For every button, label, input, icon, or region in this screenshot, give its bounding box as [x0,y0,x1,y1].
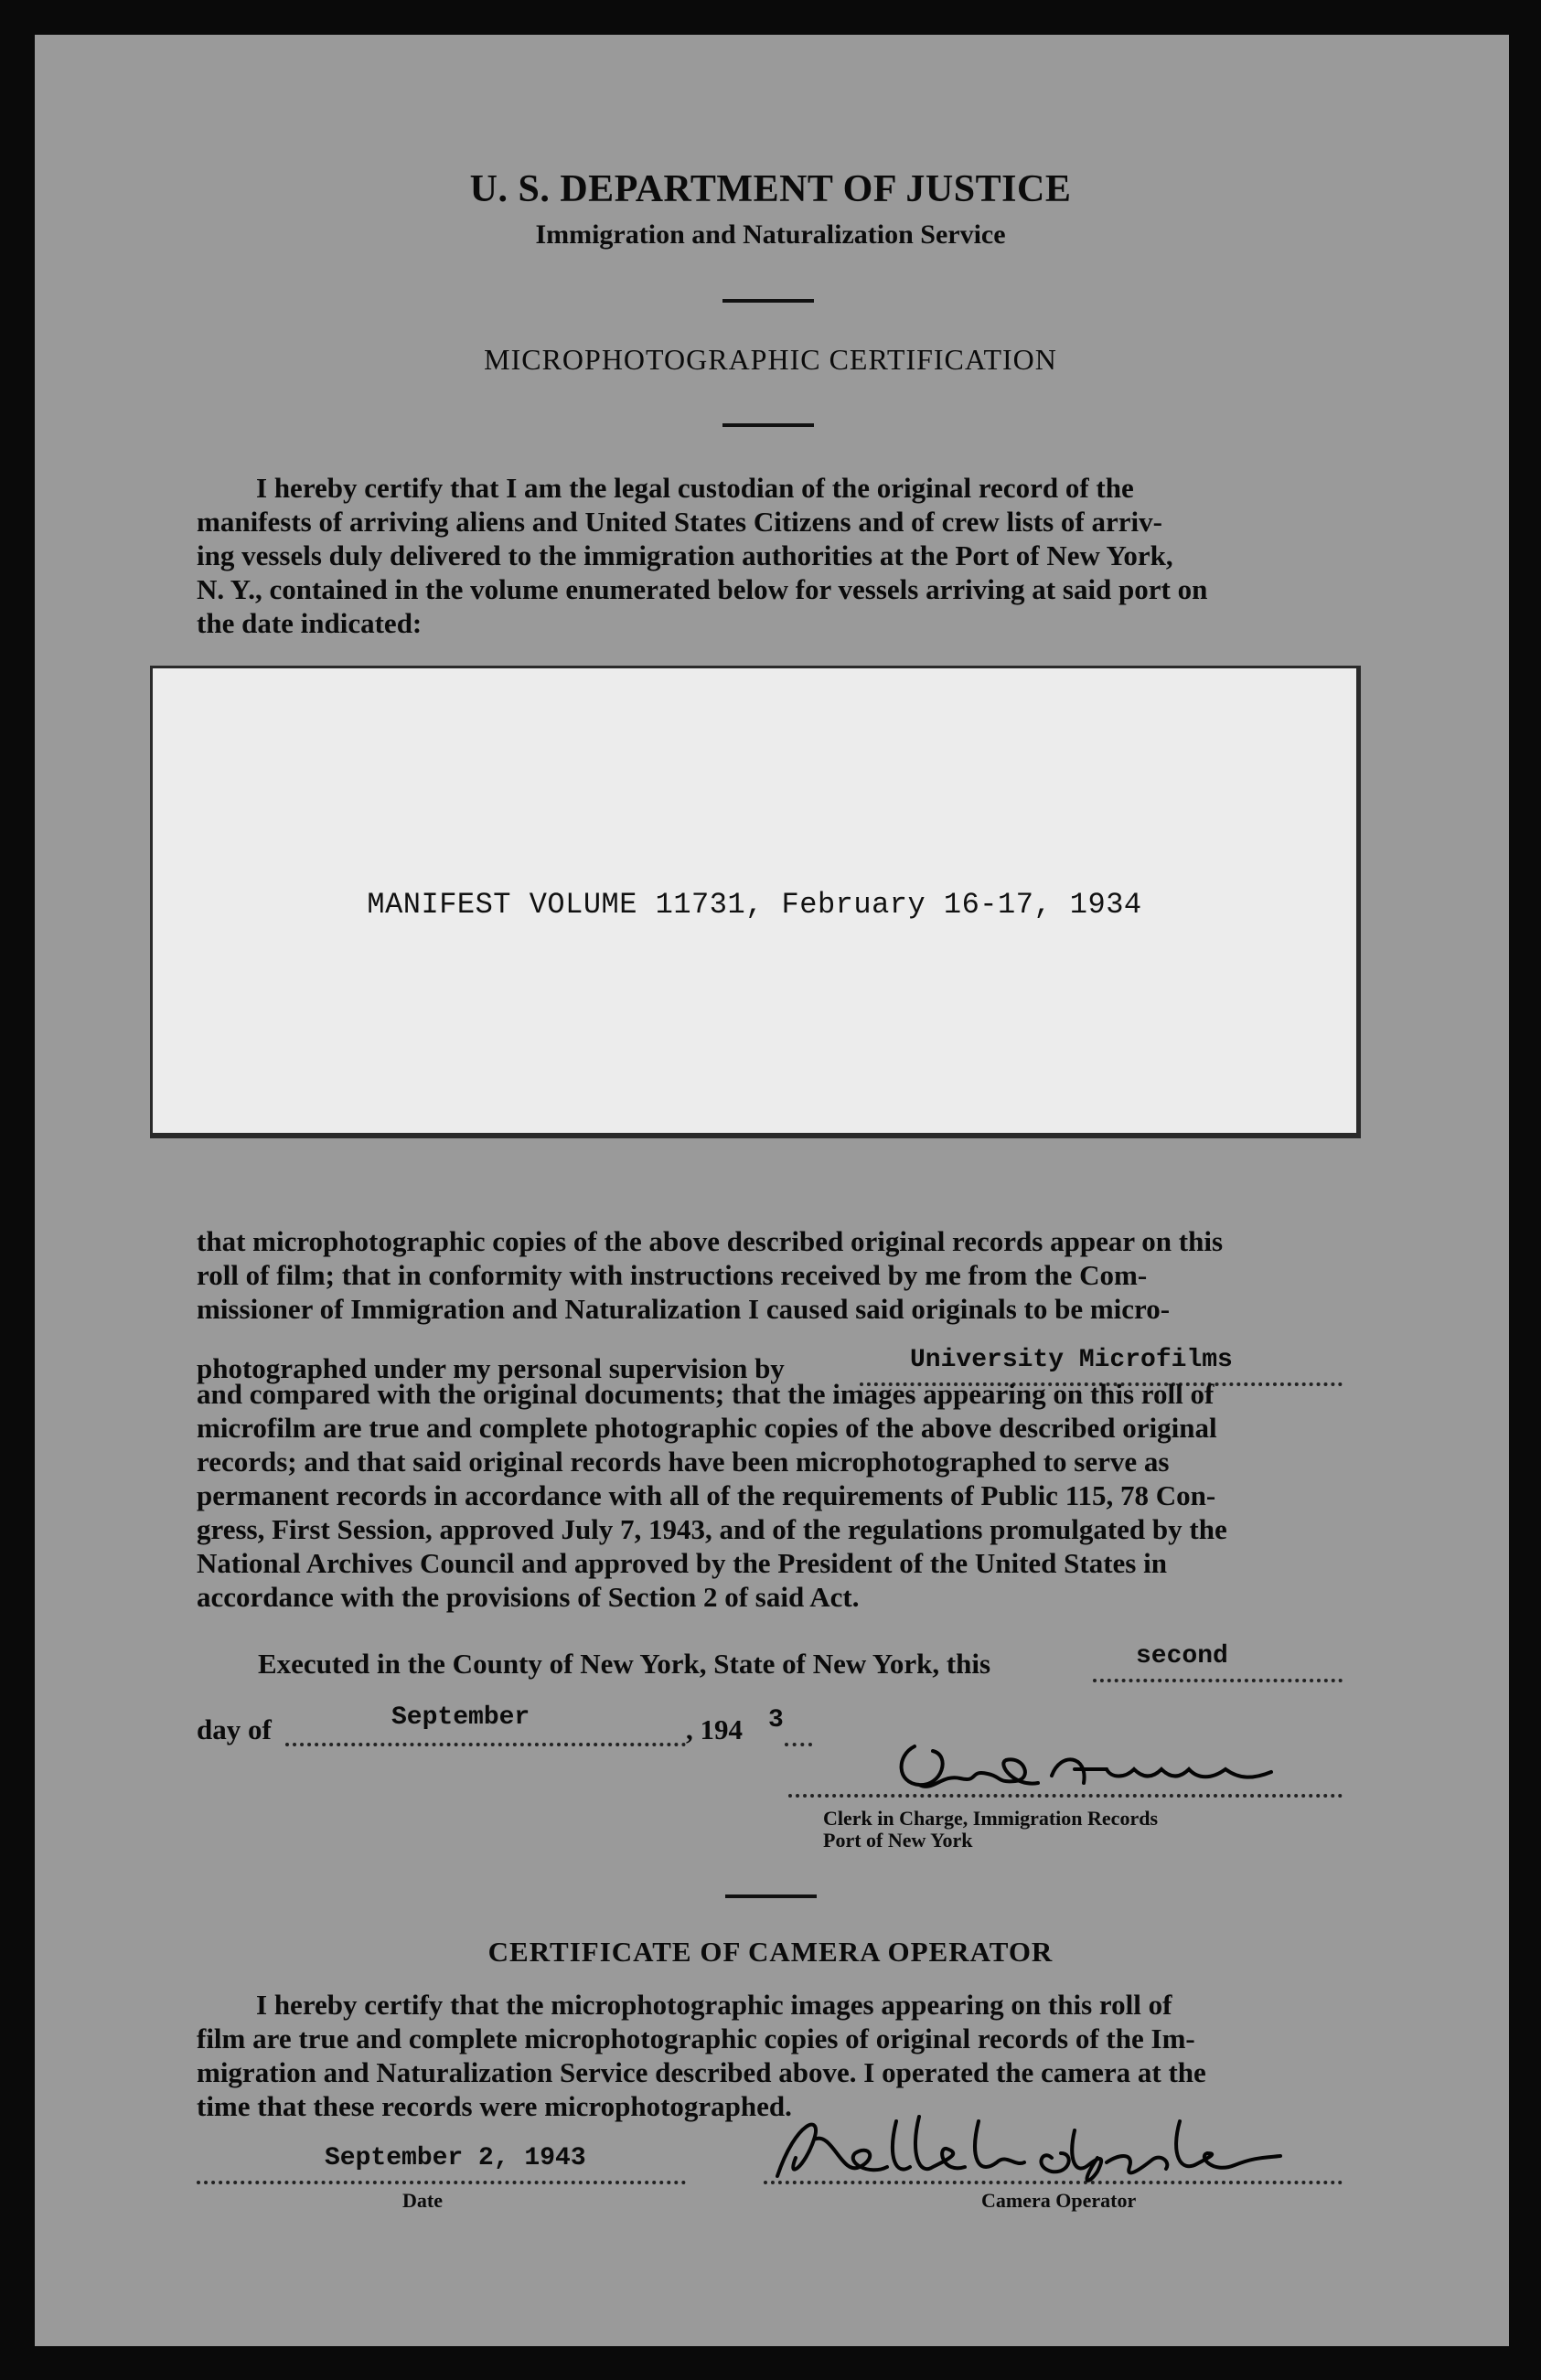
dotted-fill-line [785,1743,812,1746]
executed-label: Executed in the County of New York, State of New York, this [258,1648,991,1680]
body-line: permanent records in accordance with all of the requirements of Public 115, 78 Con- [197,1479,1216,1511]
operator-line: migration and Naturalization Service described above. I operated the camera at the [197,2056,1206,2088]
body-line: microfilm are true and complete photographic copies of the above described original [197,1412,1217,1444]
department-heading: U. S. DEPARTMENT OF JUSTICE [469,168,1072,210]
clerk-title-line: Clerk in Charge, Immigration Records [823,1807,1159,1830]
operator-certificate-title: CERTIFICATE OF CAMERA OPERATOR [487,1936,1054,1968]
divider-rule [722,423,814,427]
body-line: that microphotographic copies of the above described original records appear on this [197,1225,1224,1257]
body-line: roll of film; that in conformity with instructions received by me from the Com- [197,1259,1148,1291]
body-line: accordance with the provisions of Section 2 of said Act. [197,1581,860,1613]
manifest-volume: MANIFEST VOLUME 11731, February 16-17, 1934 [367,888,1142,922]
body-line: missioner of Immigration and Naturalization I caused said originals to be micro- [197,1293,1171,1325]
dotted-fill-line [285,1743,686,1746]
month-value: September [391,1703,530,1732]
year-suffix-value: 3 [768,1706,784,1734]
operator-label: Camera Operator [981,2189,1137,2212]
date-line [197,2181,686,2184]
executed-day-value: second [1136,1642,1228,1670]
divider-rule [722,299,814,303]
intro-line: ing vessels duly delivered to the immigration authorities at the Port of New York, [197,539,1173,571]
day-of-label: day of [197,1713,272,1745]
certification-title: MICROPHOTOGRAPHIC CERTIFICATION [484,343,1057,376]
body-line: National Archives Council and approved by the President of the United States in [197,1547,1167,1579]
service-subheading: Immigration and Naturalization Service [535,219,1006,250]
operator-line: film are true and complete microphotographic copies of original records of the Im- [197,2022,1195,2054]
body-line: gress, First Session, approved July 7, 1943, and of the regulations promulgated by the [197,1513,1227,1545]
intro-line: the date indicated: [197,607,423,639]
clerk-signature [878,1719,1308,1801]
intro-line: manifests of arriving aliens and United States Citizens and of crew lists of arriv- [197,506,1162,538]
intro-line: I hereby certify that I am the legal custodian of the original record of the [256,472,1134,504]
operator-line: time that these records were microphotographed. [197,2090,792,2122]
body-paragraph-continued [197,1377,1343,1614]
body-line: records; and that said original records have been microphotographed to serve as [197,1446,1170,1478]
date-value: September 2, 1943 [325,2144,586,2172]
photographed-by-label: photographed under my personal supervision by [197,1352,785,1384]
intro-paragraph [197,471,1343,640]
clerk-title-line: Port of New York [823,1829,973,1852]
body-paragraph [197,1224,1343,1326]
body-line: and compared with the original documents; that the images appearing on this roll of [197,1378,1215,1410]
operator-line: I hereby certify that the microphotographic images appearing on this roll of [256,1989,1172,2021]
photographed-by-value: University Microfilms [910,1346,1233,1374]
date-label: Date [402,2189,443,2212]
year-prefix: , 194 [686,1713,743,1745]
divider-rule [725,1894,817,1898]
operator-signature [759,2103,1308,2190]
clerk-title [823,1808,1158,1852]
dotted-fill-line [1093,1679,1343,1682]
intro-line: N. Y., contained in the volume enumerated below for vessels arriving at said port on [197,573,1208,605]
manifest-slip [150,666,1361,1138]
